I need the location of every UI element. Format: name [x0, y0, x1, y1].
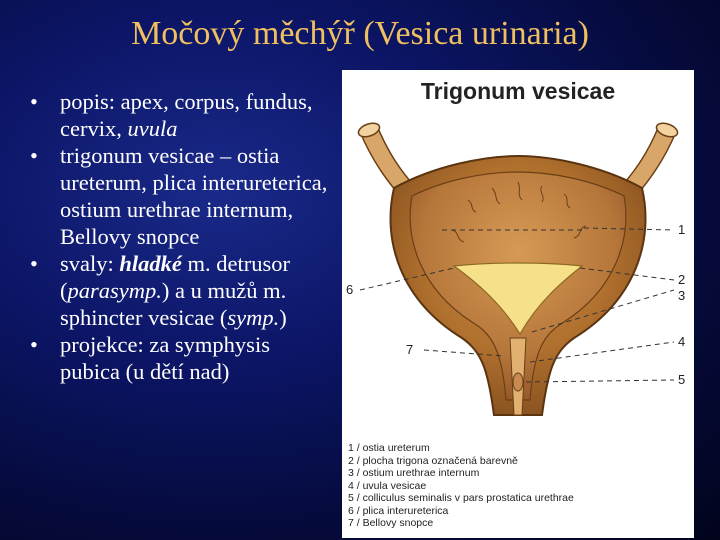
- legend-item: 6 / plica interureterica: [348, 504, 449, 517]
- bullet-item: [30, 331, 330, 385]
- bullet-text-run: uvula: [127, 116, 178, 141]
- bullet-text-run: trigonum vesicae – ostia ureterum, plica interureterica, ostium urethrae internum, Bellovy snopce: [60, 143, 328, 249]
- bullet-text-run: m. detrusor (: [60, 251, 290, 303]
- bullet-list: [30, 88, 330, 385]
- bullet-text-run: ) a u mužů m. sphincter vesicae (: [60, 278, 287, 330]
- label-4: 4: [678, 334, 686, 349]
- legend-item: 3 / ostium urethrae internum: [348, 467, 480, 479]
- bullet-text-run: popis: apex, corpus, fundus, cervix,: [60, 89, 313, 141]
- bladder-illustration: [342, 70, 694, 442]
- label-3: 3: [678, 288, 686, 303]
- bullet-text-run: parasymp.: [67, 278, 162, 303]
- label-6: 6: [346, 282, 354, 297]
- bullet-text-run: ): [279, 305, 287, 330]
- label-5: 5: [678, 372, 686, 387]
- legend-item: 1 / ostia ureterum: [348, 442, 430, 454]
- bullet-item: [30, 250, 330, 331]
- legend-item: 4 / uvula vesicae: [348, 479, 427, 492]
- label-1: 1: [678, 222, 686, 237]
- bullet-text-run: svaly:: [60, 251, 120, 276]
- colliculus-seminalis: [513, 373, 523, 391]
- legend-item: 2 / plocha trigona označená barevně: [348, 454, 518, 467]
- figure-title: Trigonum vesicae: [420, 78, 616, 104]
- bullet-text-run: symp.: [227, 305, 280, 330]
- bullet-item: [30, 142, 330, 250]
- bullet-text-run: hladké: [119, 251, 182, 276]
- slide-title: Močový měchýř (Vesica urinaria): [131, 15, 589, 52]
- label-7: 7: [406, 342, 414, 357]
- figure-legend: [348, 442, 692, 530]
- bullet-text-run: projekce: za symphysis pubica (u dětí nad): [60, 332, 270, 384]
- trigonum-figure: [342, 70, 694, 538]
- bullet-item: [30, 88, 330, 142]
- legend-item: 7 / Bellovy snopce: [348, 517, 434, 529]
- legend-item: 5 / colliculus seminalis v pars prostatica urethrae: [348, 492, 574, 504]
- label-2: 2: [678, 272, 686, 287]
